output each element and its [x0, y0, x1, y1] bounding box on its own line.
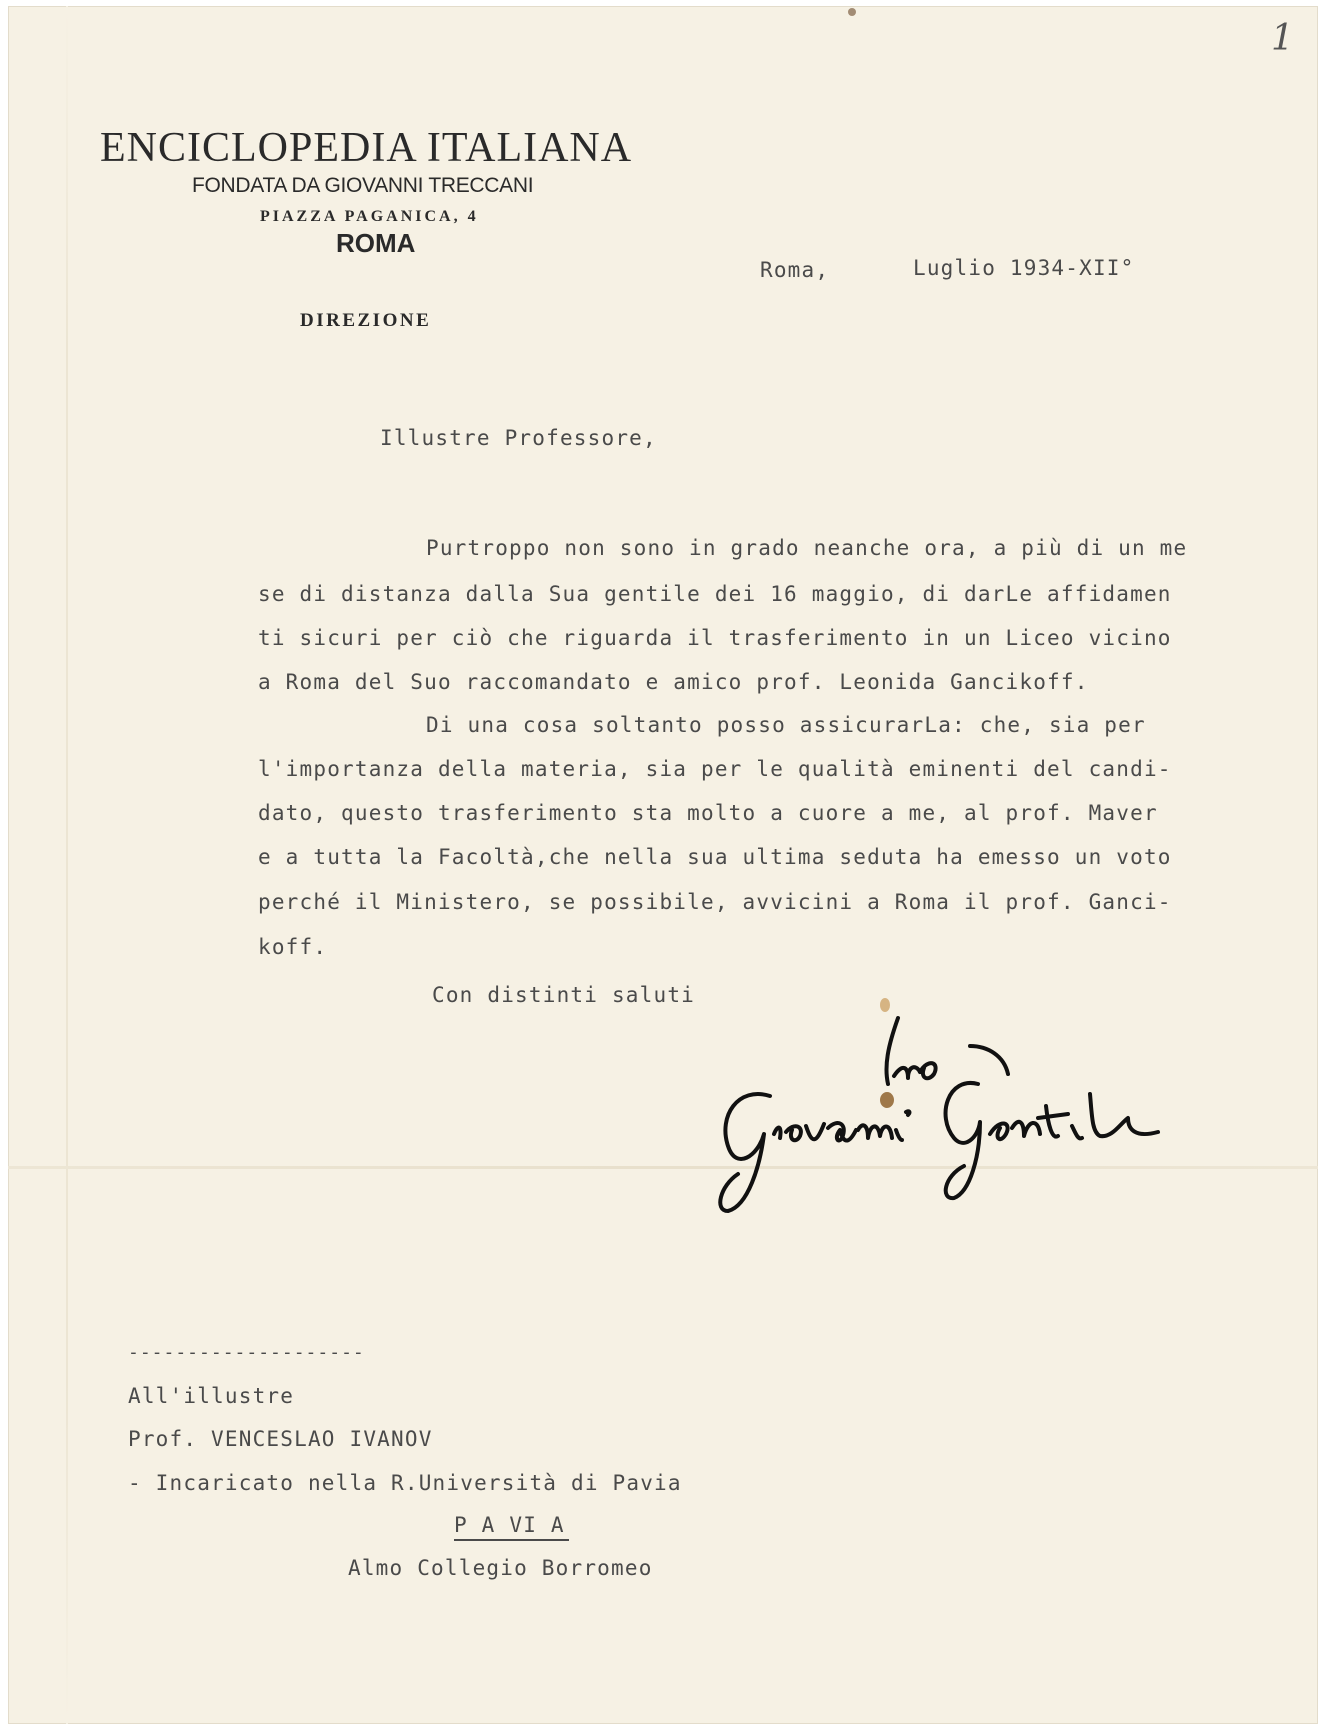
- page-number: 1: [1271, 18, 1294, 59]
- body-line: koff.: [258, 935, 328, 959]
- body-line: Di una cosa soltanto posso assicurarLa: che, sia per: [426, 713, 1146, 737]
- stain-mark: [880, 1092, 894, 1108]
- date-place: Roma,: [760, 258, 830, 282]
- divider-line: --------------------: [128, 1342, 365, 1363]
- salutation: Illustre Professore,: [380, 426, 657, 450]
- stain-mark: [848, 8, 856, 16]
- recipient-line: All'illustre: [128, 1384, 295, 1408]
- stain-mark: [880, 998, 890, 1012]
- vertical-fold: [66, 6, 68, 1724]
- recipient-line: Almo Collegio Borromeo: [348, 1556, 653, 1580]
- recipient-city: P A VI A: [454, 1513, 569, 1541]
- handwritten-signature: [708, 1006, 1228, 1226]
- body-line: a Roma del Suo raccomandato e amico prof. Leonida Gancikoff.: [258, 670, 1089, 694]
- body-line: ti sicuri per ciò che riguarda il trasferimento in un Liceo vicino: [258, 626, 1172, 650]
- recipient-line: - Incaricato nella R.Università di Pavia: [128, 1471, 682, 1495]
- letterhead-department: DIREZIONE: [300, 310, 432, 331]
- body-line: perché il Ministero, se possibile, avvicini a Roma il prof. Ganci-: [258, 890, 1172, 914]
- letterhead-subtitle: FONDATA DA GIOVANNI TRECCANI: [192, 174, 534, 197]
- body-line: e a tutta la Facoltà,che nella sua ultima seduta ha emesso un voto: [258, 845, 1172, 869]
- body-line: dato, questo trasferimento sta molto a cuore a me, al prof. Maver: [258, 801, 1158, 825]
- recipient-name: Prof. VENCESLAO IVANOV: [128, 1427, 433, 1451]
- body-line: se di distanza dalla Sua gentile dei 16 maggio, di darLe affidamen: [258, 582, 1172, 606]
- letter-sheet: [8, 6, 1318, 1724]
- letterhead-address: PIAZZA PAGANICA, 4: [260, 208, 479, 225]
- body-line: Purtroppo non sono in grado neanche ora, a più di un me: [426, 536, 1188, 560]
- body-line: l'importanza della materia, sia per le qualità eminenti del candi-: [258, 757, 1172, 781]
- sign-off: Con distinti saluti: [432, 983, 696, 1007]
- letterhead-title: ENCICLOPEDIA ITALIANA: [100, 125, 633, 171]
- letterhead-city: ROMA: [336, 228, 416, 258]
- date-value: Luglio 1934-XII°: [913, 256, 1135, 280]
